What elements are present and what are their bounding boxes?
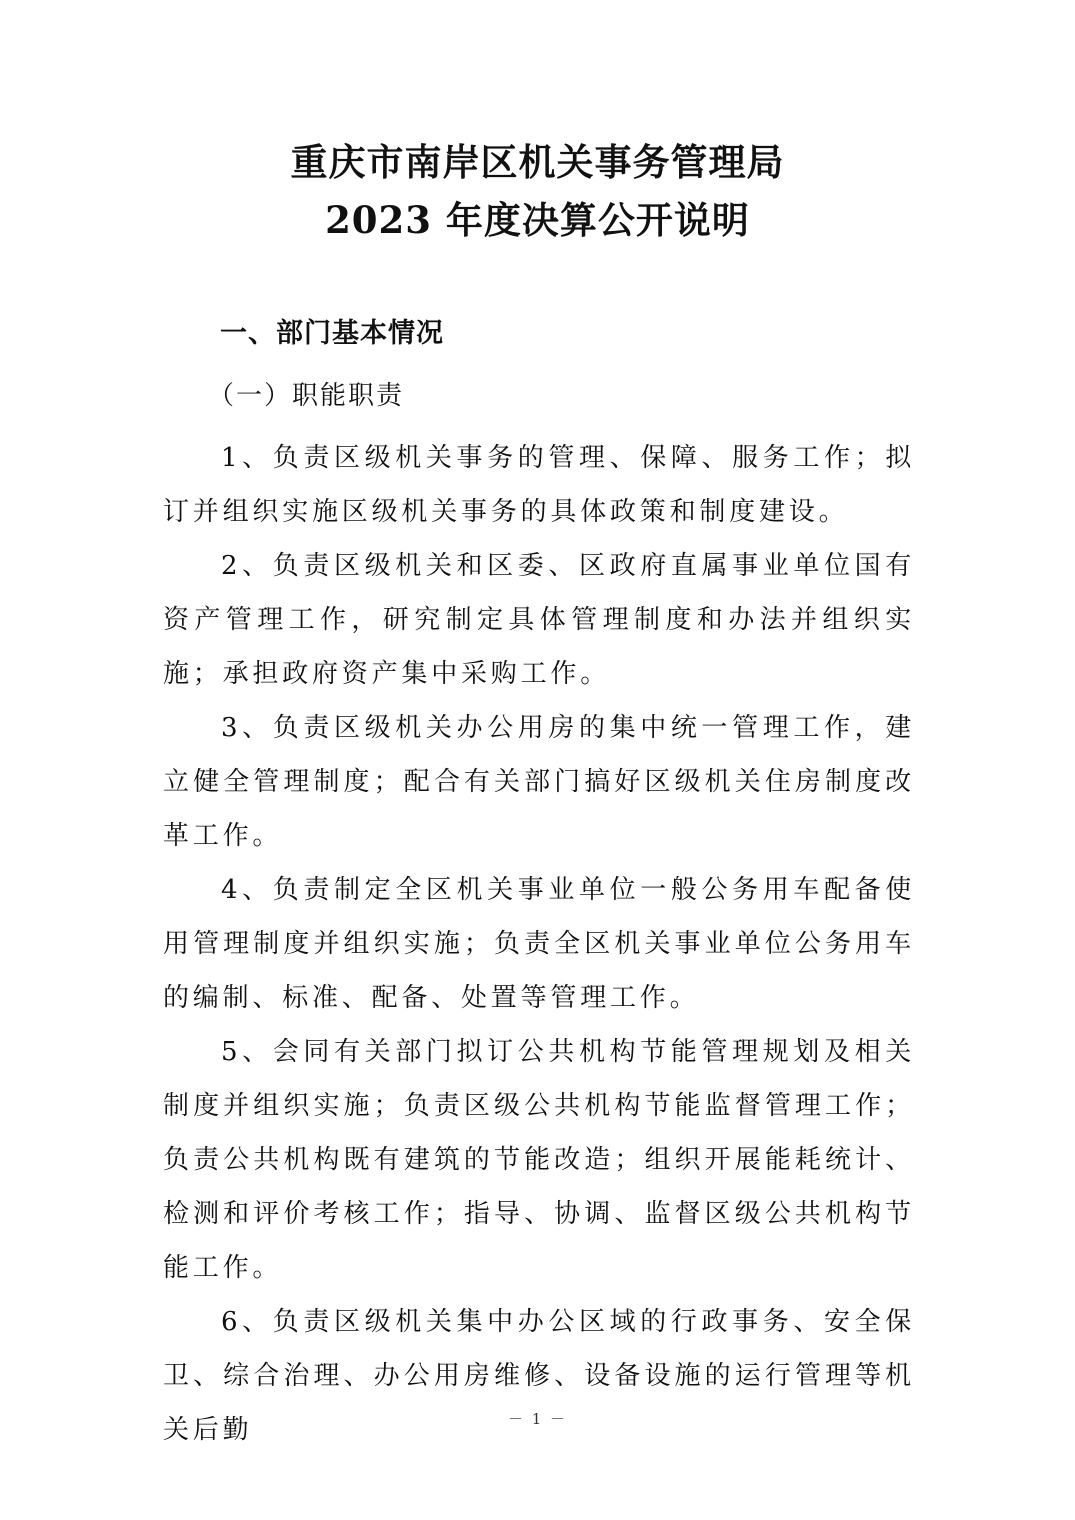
document-title	[0, 133, 1075, 249]
paragraph-2: 2、负责区级机关和区委、区政府直属事业单位国有资产管理工作，研究制定具体管理制度和办法并组织实施；承担政府资产集中采购工作。	[163, 551, 915, 689]
subsection-heading: （一）职能职责	[208, 381, 405, 411]
body-text	[163, 431, 915, 1457]
section-heading: 一、部门基本情况	[220, 318, 444, 349]
title-line-2: 2023 年度决算公开说明	[325, 198, 750, 242]
paragraph-3: 3、负责区级机关办公用房的集中统一管理工作，建立健全管理制度；配合有关部门搞好区级机关住房制度改革工作。	[163, 713, 915, 851]
paragraph-4: 4、负责制定全区机关事业单位一般公务用车配备使用管理制度并组织实施；负责全区机关事业单位公务用车的编制、标准、配备、处置等管理工作。	[163, 875, 915, 1013]
paragraph-5: 5、会同有关部门拟订公共机构节能管理规划及相关制度并组织实施；负责区级公共机构节能监督管理工作；负责公共机构既有建筑的节能改造；组织开展能耗统计、检测和评价考核工作；指导、协调、监督区级公共机构节能工作。	[163, 1037, 915, 1283]
page-number: － 1 －	[507, 1410, 568, 1428]
paragraph-6: 6、负责区级机关集中办公区域的行政事务、安全保卫、综合治理、办公用房维修、设备设施的运行管理等机关后勤	[163, 1307, 915, 1445]
paragraph-1: 1、负责区级机关事务的管理、保障、服务工作；拟订并组织实施区级机关事务的具体政策和制度建设。	[163, 443, 915, 527]
title-line-1: 重庆市南岸区机关事务管理局	[290, 140, 785, 184]
